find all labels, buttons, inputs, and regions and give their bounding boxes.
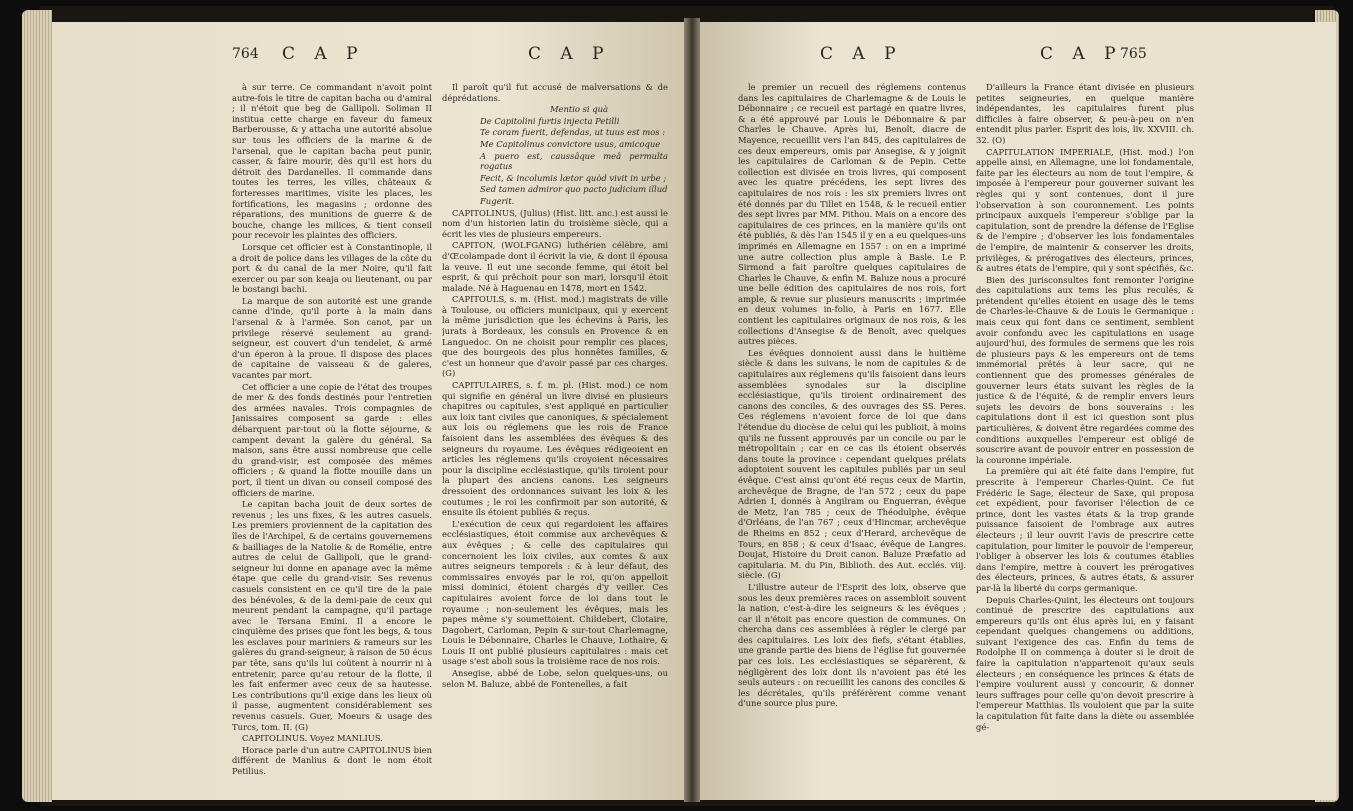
verse-line: Me Capitolinus convictore usus, amicoque xyxy=(480,138,661,149)
paragraph: La marque de son autorité est une grande canne d'inde, qu'il porte à la main dans l'arsenal & à l'armée. Son canot, par un privilege réservé seulement au grand-seigneur, est couvert d'un tendelet, & armé d'un éperon à la proue. Il dispose des places de capitaine de vaisseau & de galeres, vacantes par mort. xyxy=(232,295,432,381)
verse-line: Te coram fuerit, defendas, ut tuus est mos : xyxy=(480,127,666,138)
right-page-number: 765 xyxy=(1120,46,1147,62)
paragraph: L'exécution de ceux qui regardoient les affaires ecclésiastiques, étoit commise aux archevêques & aux évêques ; & celle des capitulaires qui concernoient les loix civiles, aux comtes & aux autres seigneurs temporels : & à leur défaut, des commissaires envoyés par le roi, qu'on appelloit missi dominici, étoient chargés d'y veiller. Ces capitulaires avoient force de loi dans tout le royaume ; non-seulement les évêques, mais les papes même s'y soumettoient. Childebert, Clotaire, Dagobert, Carloman, Pepin & sur-tout Charlemagne, Louis le Débonnaire, Charles le Chauve, Lothaire, & Louis II ont publié plusieurs capitulaires : mais cet usage s'est aboli sous la troisième race de nos rois. xyxy=(442,518,668,667)
verse-line: A puero est, caussâque meâ permulta rogatus xyxy=(480,150,668,172)
left-column-1 xyxy=(232,82,432,782)
paragraph: Lorsque cet officier est à Constantinople, il a droit de police dans les villages de la côte du port & du canal de la mer Noire, qu'il fait exercer ou par son keaja ou lieutenant, ou par le bostangi bachi. xyxy=(232,241,432,295)
right-running-head-2: C A P xyxy=(1040,44,1123,64)
paragraph: CAPITOLINUS, (Julius) (Hist. litt. anc.) est aussi le nom d'un historien latin du troisième siècle, qui a écrit les vies de plusieurs empereurs. xyxy=(442,207,668,239)
verse-line: De Capitolini furtis injecta Petilli xyxy=(480,115,620,126)
paragraph: CAPITOULS, s. m. (Hist. mod.) magistrats de ville à Toulouse, ou officiers municipaux, qui y exercent la même jurisdiction que les échevins à Paris, les jurats à Bordeaux, les consuls en Provence & en Languedoc. On ne choisit pour remplir ces places, que des bourgeois des plus honnêtes familles, & c'est un honneur que d'avoir passé par ces charges. (G) xyxy=(442,294,668,379)
paragraph: Horace parle d'un autre CAPITOLINUS bien différent de Manlius & dont le nom étoit Petilius. xyxy=(232,744,432,776)
left-column-2 xyxy=(442,82,668,782)
verse-line: Sed tamen admiror quo pacto judicium illud xyxy=(480,184,668,195)
right-running-head-1: C A P xyxy=(820,44,903,64)
left-running-head-2: C A P xyxy=(528,44,611,64)
paragraph: Depuis Charles-Quint, les électeurs ont toujours continué de prescrire des capitulations aux empereurs qu'ils ont élus après lui, en y faisant cependant quelques changemens ou additions, suivant l'exigence des cas. Enfin du tems de Rodolphe II on commença à douter si le droit de faire la capitulation n'appartenoit qu'aux seuls électeurs ; en conséquence les princes & états de l'empire voulurent aussi y concourir, & donner leurs suffrages pour celle qu'on devoit prescrire à l'empereur Matthias. Ils vouloient que par la suite la capitulation fût faite dans la diète ou assemblée gé- xyxy=(976,594,1194,732)
right-column-2 xyxy=(976,82,1194,782)
left-running-head-1: C A P xyxy=(282,44,365,64)
verse-line: Fugerit. xyxy=(480,195,515,206)
paragraph: D'ailleurs la France étant divisée en plusieurs petites seigneuries, en quelque manière indépendantes, les capitulaires furent plus difficiles à faire observer, & peu-à-peu on n'en entendit plus parler. Esprit des lois, liv. XXVIII. ch. 32. (O) xyxy=(976,82,1194,145)
paragraph: à sur terre. Ce commandant n'avoit point autre-fois le titre de capitan bacha ou d'amiral ; il n'étoit que beg de Gallipoli. Soliman II institua cette charge en faveur du fameux Barberousse, & y attacha une autorité absolue sur tous les officiers de la marine & de l'arsenal, que le capitan bacha peut punir, casser, & faire mourir, dès qu'il est hors du détroit des Dardanelles. Il commande dans toutes les terres, les villes, châteaux & forteresses maritimes, visite les places, les fortifications, les magasins ; ordonne des réparations, des munitions de guerre & de bouche, change les milices, & tient conseil pour recevoir les plaintes des officiers. xyxy=(232,82,432,241)
right-column-1 xyxy=(738,82,966,782)
paragraph: Il paroît qu'il fut accusé de malversations & de déprédations. xyxy=(442,82,668,103)
paragraph: Bien des jurisconsultes font remonter l'origine des capitulations aux tems les plus reculés, & prétendent qu'elles étoient en usage dès le tems de Charles-le-Chauve & de Louis le Germanique : mais ceux qui font dans ce sentiment, semblent avoir confondu avec les capitulations en usage aujourd'hui, des formules de sermens que les rois de plusieurs pays & les empereurs ont de tems immémorial prêtés à leur sacre, qui ne contiennent que des promesses générales de gouverner leurs états suivant les règles de la justice & de l'équité, & de remplir envers leurs sujets les devoirs de bons souverains : les capitulations dont il est ici question sont plus particulières, & doivent être regardées comme des conditions auxquelles l'empereur est obligé de souscrire avant de pouvoir entrer en possession de la couronne impériale. xyxy=(976,274,1194,465)
book-gutter xyxy=(684,18,700,802)
left-page-edges xyxy=(22,10,52,802)
verse-line: Fecit, & incolumis lætor quòd vivit in urbe ; xyxy=(480,172,667,183)
left-page-number: 764 xyxy=(232,46,259,62)
paragraph: CAPITULATION IMPERIALE, (Hist. mod.) l'on appelle ainsi, en Allemagne, une loi fondamentale, faite par les électeurs au nom de tout l'empire, & imposée à l'empereur pour gouverner suivant les règles qui y sont contenues, dont il jure l'observation à son couronnement. Les points principaux auxquels l'empereur s'oblige par la capitulation, sont de prendre la défense de l'Eglise & de l'empire ; d'observer les lois fondamentales de l'empire, de maintenir & conserver les droits, privilèges, & prérogatives des électeurs, princes, & autres états de l'empire, qui y sont spécifiés, &c. xyxy=(976,146,1194,274)
paragraph: Les évêques donnoient aussi dans le huitième siècle & dans les suivans, le nom de capitules & de capitulaires aux réglemens qu'ils faisoient dans leurs assemblées synodales sur la discipline ecclésiastique, qu'ils tiroient ordinairement des canons des conciles, & des ouvrages des SS. Peres. Ces réglemens n'avoient force de loi que dans l'étendue du diocèse de celui qui les publioit, à moins qu'ils ne fussent approuvés par un concile ou par le métropolitain ; car en ce cas ils étoient observés dans toute la province : cependant quelques prélats adoptoient souvent les capitules publiés par un seul évêque. C'est ainsi qu'ont été reçus ceux de Martin, archevêque de Bragne, de l'an 572 ; ceux du pape Adrien I, donnés à Angilram ou Enguerran, évêque de Metz, l'an 785 ; ceux de Théodulphe, évêque d'Orléans, de l'an 767 ; ceux d'Hincmar, archevêque de Rheims en 852 ; ceux d'Herard, archevêque de Tours, en 858 ; & ceux d'Isaac, évêque de Langres. Doujat, Histoire du Droit canon. Baluze Præfatio ad capitularia. M. du Pin, Biblioth. des Aut. ecclés. viij. siècle. (G) xyxy=(738,347,966,581)
paragraph: le premier un recueil des réglemens contenus dans les capitulaires de Charlemagne & de Louis le Débonnaire ; ce recueil est partagé en quatre livres, & a été approuvé par Louis le Débonnaire & par Charles le Chauve. Après lui, Benoît, diacre de Mayence, recueillit vers l'an 845, des capitulaires de ces deux empereurs, omis par Ansegise, & y joignit les capitulaires de Carloman & de Pepin. Cette collection est divisée en trois livres, qui composent avec les quatre précédens, les sept livres des capitulaires de nos rois : les six premiers livres ont été donnés par du Tillet en 1548, & le recueil entier des sept livres par MM. Pithou. Mais on a encore des capitulaires de ces princes, en la manière qu'ils ont été publiés, & dès l'an 1545 il y en a eu quelques-uns imprimés en Allemagne en 1557 : on en a imprimé une autre collection plus ample à Basle. Le P. Sirmond a fait paroître quelques capitulaires de Charles le Chauve, & enfin M. Baluze nous a procuré une belle édition des capitulaires de nos rois, fort ample, & revue sur plusieurs manuscrits ; imprimée en deux volumes in-folio, à Paris en 1677. Elle contient les capitulaires originaux de nos rois, & les collections d'Ansegise & de Benoît, avec quelques autres pièces. xyxy=(738,82,966,347)
paragraph: CAPITOLINUS. Voyez MANLIUS. xyxy=(242,733,383,744)
paragraph: CAPITON, (WOLFGANG) luthérien célèbre, ami d'Œcolampade dont il écrivit la vie, & dont il épousa la veuve. Il eut une seconde femme, qui étoit bel esprit, & qui prêchoit pour son mari, lorsqu'il étoit malade. Né à Haguenau en 1478, mort en 1542. xyxy=(442,240,668,293)
paragraph: CAPITULAIRES, s. f. m. pl. (Hist. mod.) ce nom qui signifie en général un livre divisé en plusieurs chapitres ou capitules, s'est appliqué en particulier aux loix tant civiles que canoniques, & spécialement aux lois ou réglemens que les rois de France faisoient dans les assemblées des évêques & des seigneurs du royaume. Les évêques rédigeoient en articles les réglemens qu'ils croyoient nécessaires pour la discipline ecclésiastique, qu'ils tiroient pour la plupart des anciens canons. Les seigneurs dressoient des ordonnances suivant les loix & les coutumes ; le roi les confirmoit par son autorité, & ensuite ils étoient publiés & reçus. xyxy=(442,380,668,518)
paragraph: Le capitan bacha jouit de deux sortes de revenus ; les uns fixes, & les autres casuels. Les premiers proviennent de la capitation des îles de l'Archipel, & de certains gouvernemens & bailliages de la Natolie & de Romélie, entre autres de celui de Gallipoli, que le grand-seigneur lui donne en apanage avec la même étape que celle du grand-visir. Ses revenus casuels consistent en ce qu'il tire de la paie des bénévoles, & de la demi-paie de ceux qui meurent pendant la campagne, qu'il partage avec le Tersana Emini. Il a encore le cinquième des prises que font les begs, & tous les esclaves pour mariniers & rameurs sur les galères du grand-seigneur, à raison de 50 écus par tête, sans qu'ils lui coûtent à nourrir ni à entretenir, parce qu'au retour de la flotte, il les fait enfermer avec ceux de sa hautesse. Les contributions qu'il exige dans les lieux où il passe, augmentent considérablement ses revenus casuels. Guer, Moeurs & usage des Turcs, tom. II. (G) xyxy=(232,499,432,732)
paragraph: Ansegise, abbé de Lobe, selon quelques-uns, ou selon M. Baluze, abbé de Fontenelles, a fait xyxy=(442,668,668,689)
verse-line: Mentio si quà xyxy=(549,104,608,115)
paragraph: La première qui ait été faite dans l'empire, fut prescrite à l'empereur Charles-Quint. Ce fut Frédéric le Sage, électeur de Saxe, qui proposa cet expédient, pour favoriser l'élection de ce prince, dont les vastes états & la trop grande puissance faisoient de l'ombrage aux autres électeurs ; il leur ouvrit l'avis de prescrire cette capitulation, pour limiter le pouvoir de l'empereur, l'obliger à observer les lois & coutumes établies dans l'empire, mettre à couvert les prérogatives des électeurs, princes, & autres états, & assurer par-là la liberté du corps germanique. xyxy=(976,466,1194,593)
paragraph: L'illustre auteur de l'Esprit des loix, observe que sous les deux premières races on assembloit souvent la nation, c'est-à-dire les seigneurs & les évêques ; car il n'étoit pas encore question de communes. On chercha dans ces assemblées à régler le clergé par des capitulaires. Les loix des fiefs, s'étant établies, une grande partie des biens de l'église fut gouvernée par ces lois. Les ecclésiastiques se séparèrent, & négligèrent des loix dont ils n'avoient pas été les seuls auteurs : on recueillit les canons des conciles & les décrétales, qu'ils préférèrent comme venant d'une source plus pure. xyxy=(738,581,966,709)
paragraph: Cet officier a une copie de l'état des troupes de mer & des fonds destinés pour l'entretien des armées navales. Trois compagnies de Janissaires composent sa garde : elles débarquent par-tout où la flotte séjourne, & campent devant la galère du général. Sa maison, sans être aussi nombreuse que celle du grand-visir, est composée des mêmes officiers ; & quand la flotte mouille dans un port, il tient un divan ou conseil composé des officiers de marine. xyxy=(232,381,432,498)
